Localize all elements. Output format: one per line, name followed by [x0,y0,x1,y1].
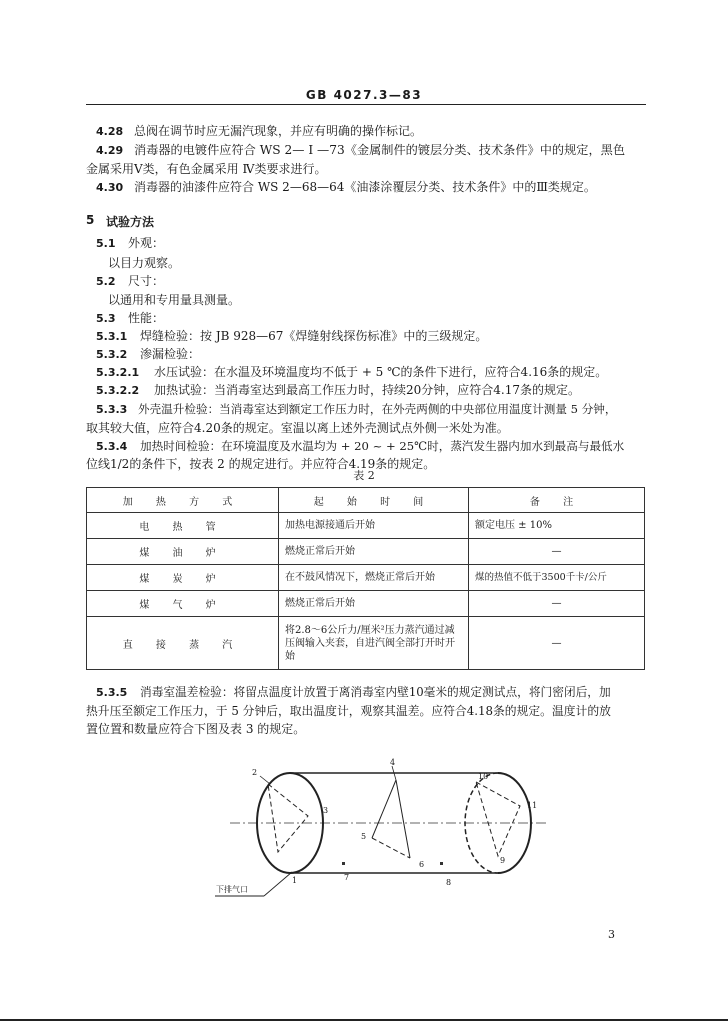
fig-label-1: 1 [292,876,298,885]
table-cell: 燃烧正常后开始 [279,539,469,565]
page-number: 3 [608,928,615,941]
fig-label-8: 8 [446,878,452,887]
outlet-label: 下排气口 [216,885,248,894]
table-header-cell: 起 始 时 间 [279,488,469,513]
fig-label-7: 7 [344,873,350,882]
table-cell: 煤的热值不低于3500千卡/公斤 [469,565,645,591]
fig-label-11: 11 [527,801,538,810]
table-cell: 煤 油 炉 [87,539,279,565]
table-header-cell: 备 注 [469,488,645,513]
fig-label-6: 6 [419,860,425,869]
page-header: GB 4027.3—83 [305,88,423,102]
table-caption: 表 2 [353,469,375,482]
table-cell: 燃烧正常后开始 [279,591,469,617]
table-cell: 煤 气 炉 [87,591,279,617]
fig-label-3: 3 [323,806,329,815]
table-cell: — [469,591,645,617]
fig-label-2: 2 [252,768,258,777]
table-cell: 额定电压 ± 10% [469,513,645,539]
fig-label-4: 4 [390,758,396,767]
table-cell: — [469,539,645,565]
table-cell: 煤 炭 炉 [87,565,279,591]
fig-label-10: 10 [478,772,489,781]
table-cell: — [469,617,645,670]
fig-label-5: 5 [361,832,367,841]
fig-label-9: 9 [500,856,506,865]
table-cell: 在不鼓风情况下，燃烧正常后开始 [279,565,469,591]
point-7-marker [342,862,345,865]
table-cell: 直 接 蒸 汽 [87,617,279,670]
point-8-marker [440,862,443,865]
table-cell: 将2.8～6公斤力/厘米²压力蒸汽通过减压阀输入夹套，自进汽阀全部打开时开始 [279,617,469,670]
table-cell: 电 热 管 [87,513,279,539]
page-bottom-edge [0,1019,728,1021]
table-cell: 加热电源接通后开始 [279,513,469,539]
table-header-cell: 加 热 方 式 [87,488,279,513]
